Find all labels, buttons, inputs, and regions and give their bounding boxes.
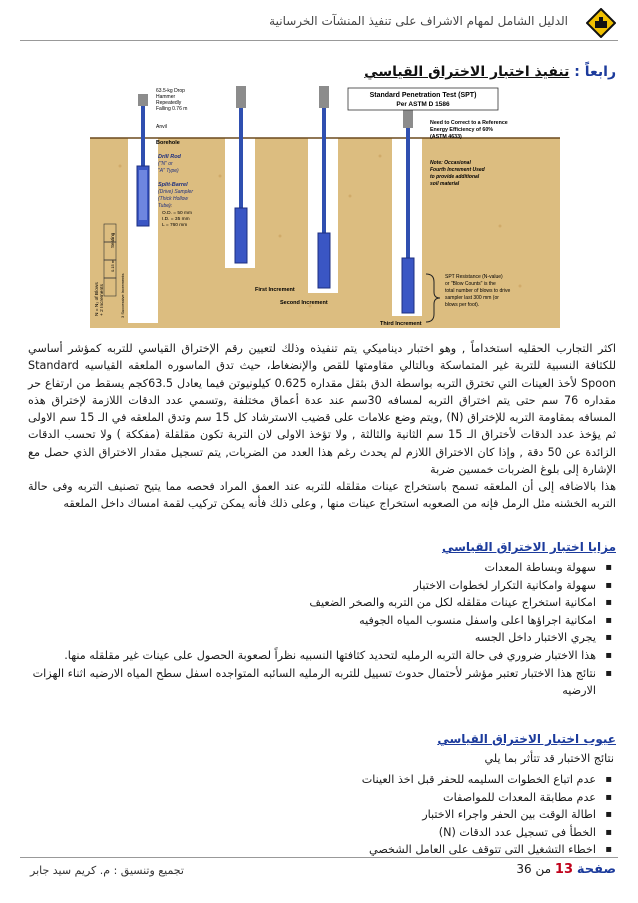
correction-note-0: Need to Correct to a Reference xyxy=(430,120,508,126)
borehole-label: Borehole xyxy=(156,140,180,146)
disadvantages-list xyxy=(28,771,616,859)
resistance-4: blows per foot). xyxy=(445,302,480,308)
split-barrel-3 xyxy=(318,233,330,288)
hammer-2 xyxy=(236,86,246,108)
spt-diagram xyxy=(90,86,560,328)
occasional-note-1: Fourth Increment Used xyxy=(430,167,485,173)
figure-title-2: Per ASTM D 1586 xyxy=(396,101,450,108)
advantages-title: مزايا اختبار الاختراق القياسي xyxy=(441,540,616,554)
sampler-paragraph: هذا بالاضافه إلى أن الملعقه تسمح باستخراج عينات مقلقله للتربه عند العمق المراد فحصه مما يتيح تصنيف التربه وفى حالة التربه الخشنه مثل الرمل فإنه من الصعوبه استخراج عينات منها , وعلى ذلك فأنه يمكن تركيب لقمة امساك داخل الملعقه xyxy=(28,480,616,511)
list-item: ▪ سهولة وبساطة المعدات xyxy=(28,559,616,577)
drill-rod-1 xyxy=(141,106,145,166)
section-number: رابعاً : xyxy=(574,64,616,80)
list-item: ▪ امكانية استخراج عينات مقلقله لكل من التربه والصخر الضعيف xyxy=(28,594,616,612)
disadvantages-title: عيوب اختبار الاختراق القياسي xyxy=(437,732,616,746)
split-barrel-label-3: Tube): xyxy=(158,203,173,209)
footer-credit: تجميع وتنسيق : م. كريم سيد جابر xyxy=(30,864,184,877)
page-header xyxy=(20,6,628,40)
list-item: ▪ نتائج هذا الاختبار تعتبر مؤشر لأحتمال حدوث تسييل للتربه الرمليه السائبه المتواجده اسفل سطح المياه الارضيه اثناء الهزات الارضيه xyxy=(28,665,616,700)
list-item: ▪ عدم مطابقة المعدات للمواصفات xyxy=(28,789,616,807)
list-item: ▪ الخطأ فى تسجيل عدد الدقات (N) xyxy=(28,824,616,842)
list-item: ▪ اخطاء التشغيل التى تتوقف على العامل الشخصي xyxy=(28,841,616,859)
dim-l: L = 760 mm xyxy=(162,223,188,228)
hammer-label-0: 63.5-kg Drop xyxy=(156,88,185,94)
list-item: ▪ عدم اتباع الخطوات السليمه للحفر قبل اخذ العينات xyxy=(28,771,616,789)
second-increment-label: Second Increment xyxy=(280,300,328,306)
correction-note-1: Energy Efficiency of 60% xyxy=(430,127,493,133)
intro-paragraph: اكثر التجارب الحقليه استخداماً , وهو اختبار ديناميكي يتم تنفيذه وذلك لتعيين رقم الإختراق القياسي للتربه كمؤشر أساسي للكثافة النسبية للتربة غير المتماسكة وبالتالي مقاومتها للقص والإنضغاط، حيث تدق الماسوره الملعقه القياسيه Standard Spoon لأخذ العينات التي تخترق التربه بواسطة الدق بثقل مقداره 0.625 كيلونيوتن فيما يعادل 63.5كجم يسقط من ارتفاع حر مقداره 76 سم حتى يتم اختراق التربه لمسافه 30سم عند عدة أعماق مختلفة ,وتسمي عدد الدقات اللازمة لإختراق هذه المسافه بمقاومة التربه للإختراق (N) ,ويتم وضع علامات على قضيب الاسترشاد كل 15 سم وتدق الملعقه في الـ 15 سم الاولى ثم يؤخذ عدد الدقات لأختراق الـ 15 سم الثانية والثالثة , ولا تؤخذ الاولى لان التربة تكون مقلقلة (مفككة ) ولا تحسب الدقات الزائدة عن 50 دقة , وإذا كان الاختراق اللازم لم يحدث رغم هذا العدد من الضربات, يتم تسجيل مقدار الاختراق الذي حصل مع الإشارة إلى بلوغ الضربات خمسين ضربة xyxy=(28,342,616,477)
correction-note-2: (ASTM 4633) xyxy=(430,134,462,140)
hammer-label-2: Repeatedly xyxy=(156,100,182,106)
resistance-3: sampler last 300 mm (or xyxy=(445,295,499,301)
disadvantages-intro: نتائج الاختبار قد تتأثر بما يلي xyxy=(484,752,614,765)
figure-title-1: Standard Penetration Test (SPT) xyxy=(369,92,477,99)
hammer-label-3: Falling 0.76 m xyxy=(156,106,188,112)
successive-label: 3 Successive Increments xyxy=(120,273,125,318)
resistance-0: SPT Resistance (N-value) xyxy=(445,274,503,280)
split-barrel-2 xyxy=(235,208,247,263)
seating-label: Seating xyxy=(110,232,115,248)
third-increment-label: Third Increment xyxy=(380,321,422,327)
page-current: 13 xyxy=(554,862,573,877)
n-formula-0: N = N₂ of Blows xyxy=(95,282,100,316)
header-title: الدليل الشامل لمهام الاشراف على تنفيذ المنشآت الخرسانية xyxy=(269,14,568,28)
hammer-3 xyxy=(319,86,329,108)
occasional-note-0: Note: Occasional xyxy=(430,160,471,166)
list-item: ▪ يجري الاختبار داخل الجسه xyxy=(28,629,616,647)
hammer-label-1: Hammer xyxy=(156,94,176,100)
split-barrel-label-1: (Drive) Sampler xyxy=(158,189,194,195)
page-number xyxy=(516,862,616,877)
drill-rod-label-2: "A" Type) xyxy=(158,168,179,174)
dim-id: I.D. = 35 mm xyxy=(162,217,190,222)
list-item: ▪ امكانية اجراؤها اعلى واسفل منسوب المياه الجوفيه xyxy=(28,612,616,630)
drill-rod-label-1: ("N" or xyxy=(158,161,173,167)
drill-rod-2 xyxy=(239,108,243,208)
advantages-list xyxy=(28,559,616,700)
split-barrel-label-0: Split-Barrel xyxy=(158,182,188,188)
occasional-note-2: to provide additional xyxy=(430,174,480,180)
drill-rod-label-0: Drill Rod xyxy=(158,154,181,160)
list-item: ▪ سهولة وامكانية التكرار لخطوات الاختبار xyxy=(28,577,616,595)
drill-rod-4 xyxy=(406,128,410,258)
increment-mm-label: 0.15 m xyxy=(110,259,115,272)
section-title xyxy=(364,64,616,80)
dim-od: O.D. = 50 mm xyxy=(162,211,192,216)
resistance-2: total number of blows to drive xyxy=(445,288,511,294)
list-item: ▪ اطالة الوقت بين الحفر واجراء الاختبار xyxy=(28,806,616,824)
first-increment-label: First Increment xyxy=(255,287,295,293)
resistance-1: or "Blow Counts" is the xyxy=(445,281,496,287)
split-barrel-label-2: (Thick Hollow xyxy=(158,196,189,202)
footer-divider xyxy=(20,857,618,858)
page-word: صفحة xyxy=(576,862,616,877)
occasional-note-3: soil material xyxy=(430,181,460,187)
n-formula-1: + 2 Increments xyxy=(100,284,105,316)
list-item: ▪ هذا الاختبار ضروري فى حالة التربه الرمليه لتحديد كثافتها النسبيه نظراً لصعوبة الحصول على عينات غير مقلقله منها. xyxy=(28,647,616,665)
hammer-1 xyxy=(138,94,148,106)
split-barrel-4 xyxy=(402,258,414,313)
drill-rod-3 xyxy=(322,108,326,233)
anvil-label: Anvil xyxy=(156,124,167,130)
section-heading: تنفيذ اختبار الاختراق القياسي xyxy=(364,64,570,80)
page-total: من 36 xyxy=(516,862,552,876)
warning-triangle-icon xyxy=(586,8,616,38)
header-divider xyxy=(20,40,618,41)
